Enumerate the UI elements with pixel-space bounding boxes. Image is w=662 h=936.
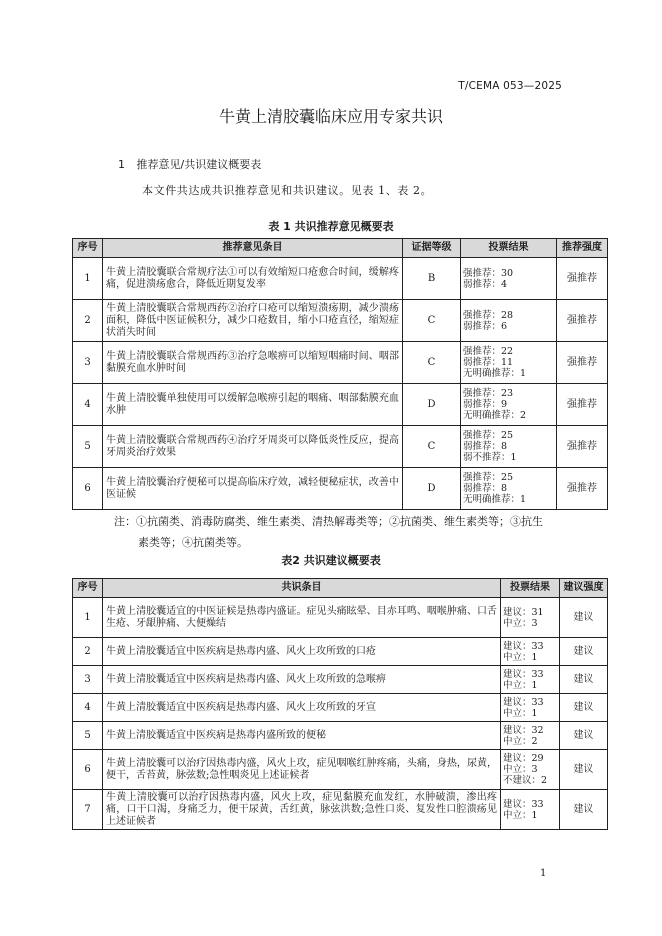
row-strength: 强推荐	[557, 468, 608, 510]
table2-caption: 表2 共识建议概要表	[281, 554, 381, 567]
row-item: 牛黄上清胶囊适宜中医疾病是热毒内盛、风火上攻所致的牙宣	[103, 694, 501, 722]
row-strength: 建议	[560, 694, 608, 722]
row-strength: 建议	[560, 638, 608, 666]
row-strength: 建议	[560, 750, 608, 790]
row-strength: 强推荐	[557, 426, 608, 468]
row-votes: 强推荐：25 弱推荐：8 弱不推荐：1	[461, 426, 557, 468]
table-row	[73, 258, 608, 300]
row-grade: D	[403, 384, 461, 426]
row-no: 2	[73, 638, 103, 666]
row-no: 5	[73, 722, 103, 750]
row-votes: 强推荐：30 弱推荐：4	[461, 258, 557, 300]
row-no: 4	[73, 694, 103, 722]
table-row	[73, 638, 608, 666]
row-votes: 强推荐：25 弱推荐：8 无明确推荐：1	[461, 468, 557, 510]
row-item: 牛黄上清胶囊单独使用可以缓解急喉痹引起的咽痛、咽部黏膜充血水肿	[103, 384, 403, 426]
row-strength: 强推荐	[557, 300, 608, 342]
row-grade: C	[403, 342, 461, 384]
header-votes: 投票结果	[461, 239, 557, 258]
header-strength: 推荐强度	[557, 239, 608, 258]
row-item: 牛黄上清胶囊联合常规西药④治疗牙周炎可以降低炎性反应，提高牙周炎治疗效果	[103, 426, 403, 468]
table-row	[73, 342, 608, 384]
row-votes: 建议：33 中立：1	[501, 694, 560, 722]
row-votes: 建议：33 中立：1	[501, 666, 560, 694]
row-no: 3	[73, 666, 103, 694]
note-line: 素类等；④抗菌类等。	[138, 536, 248, 549]
row-no: 3	[73, 342, 103, 384]
standard-code: T/CEMA 053—2025	[458, 80, 562, 92]
row-votes: 建议：32 中立：2	[501, 722, 560, 750]
row-votes: 建议：29 中立：3 不建议：2	[501, 750, 560, 790]
row-no: 7	[73, 790, 103, 830]
section-number: 1	[118, 158, 125, 171]
document-title: 牛黄上清胶囊临床应用专家共识	[218, 107, 443, 126]
row-no: 1	[73, 258, 103, 300]
row-item: 牛黄上清胶囊联合常规疗法①可以有效缩短口疮愈合时间，缓解疼痛，促进溃疡愈合，降低近期复发率	[103, 258, 403, 300]
row-no: 5	[73, 426, 103, 468]
header-votes: 投票结果	[501, 579, 560, 598]
recommendation-table	[72, 238, 608, 510]
table1-note	[114, 511, 584, 553]
row-strength: 建议	[560, 598, 608, 638]
row-strength: 建议	[560, 722, 608, 750]
row-no: 1	[73, 598, 103, 638]
table-row	[73, 722, 608, 750]
row-no: 6	[73, 750, 103, 790]
header-strength: 建议强度	[560, 579, 608, 598]
row-grade: B	[403, 258, 461, 300]
row-votes: 强推荐：28 弱推荐：6	[461, 300, 557, 342]
table-row	[73, 468, 608, 510]
row-votes: 建议：33 中立：1	[501, 638, 560, 666]
row-item: 牛黄上清胶囊可以治疗因热毒内盛，风火上攻，症见黏膜充血发红，水肿破溃，渗出疼痛，口干口渴，身痛乏力，便干尿黄，舌红黄，脉弦洪数;急性口炎、复发性口腔溃疡见上述证候者	[103, 790, 501, 830]
table-header-row	[73, 579, 608, 598]
row-item: 牛黄上清胶囊适宜中医疾病是热毒内盛所致的便秘	[103, 722, 501, 750]
header-item: 推荐意见条目	[103, 239, 403, 258]
header-no: 序号	[73, 239, 103, 258]
row-strength: 建议	[560, 790, 608, 830]
section-heading	[118, 156, 261, 172]
table-header-row	[73, 239, 608, 258]
row-item: 牛黄上清胶囊联合常规西药③治疗急喉痹可以缩短咽痛时间、咽部黏膜充血水肿时间	[103, 342, 403, 384]
section-title: 推荐意见/共识建议概要表	[136, 158, 262, 171]
row-strength: 强推荐	[557, 342, 608, 384]
row-item: 牛黄上清胶囊联合常规西药②治疗口疮可以缩短溃疡期，减少溃疡面积，降低中医证候积分，减少口疮数目，缩小口疮直径，缩短症状消失时间	[103, 300, 403, 342]
table-row	[73, 694, 608, 722]
row-item: 牛黄上清胶囊适宜的中医证候是热毒内盛证。症见头痛眩晕、目赤耳鸣、咽喉肿痛、口舌生疮、牙龈肿痛、大便燥结	[103, 598, 501, 638]
table-row	[73, 426, 608, 468]
row-no: 4	[73, 384, 103, 426]
row-votes: 强推荐：23 弱推荐：9 无明确推荐：2	[461, 384, 557, 426]
intro-paragraph: 本文件共达成共识推荐意见和共识建议。见表 1、表 2。	[142, 184, 433, 197]
row-item: 牛黄上清胶囊适宜中医疾病是热毒内盛、风火上攻所致的急喉痹	[103, 666, 501, 694]
row-strength: 强推荐	[557, 258, 608, 300]
row-votes: 强推荐：22 弱推荐：11 无明确推荐：1	[461, 342, 557, 384]
row-item: 牛黄上清胶囊可以治疗因热毒内盛，风火上攻，症见咽喉红肿疼痛，头痛，身热，尿黄，便干，舌苔黄，脉弦数;急性咽炎见上述证候者	[103, 750, 501, 790]
table1-caption: 表 1 共识推荐意见概要表	[268, 220, 394, 233]
header-grade: 证据等级	[403, 239, 461, 258]
table-row	[73, 750, 608, 790]
page-number: 1	[540, 868, 547, 879]
header-item: 共识条目	[103, 579, 501, 598]
table-row	[73, 598, 608, 638]
row-no: 2	[73, 300, 103, 342]
row-grade: C	[403, 426, 461, 468]
table-row	[73, 790, 608, 830]
row-item: 牛黄上清胶囊治疗便秘可以提高临床疗效，减轻便秘症状，改善中医证候	[103, 468, 403, 510]
row-item: 牛黄上清胶囊适宜中医疾病是热毒内盛、风火上攻所致的口疮	[103, 638, 501, 666]
row-strength: 建议	[560, 666, 608, 694]
row-votes: 建议：33 中立：1	[501, 790, 560, 830]
header-no: 序号	[73, 579, 103, 598]
table-row	[73, 384, 608, 426]
table-row	[73, 666, 608, 694]
table-row	[73, 300, 608, 342]
row-grade: C	[403, 300, 461, 342]
row-no: 6	[73, 468, 103, 510]
row-strength: 强推荐	[557, 384, 608, 426]
note-line: 注：①抗菌类、消毒防腐类、维生素类、清热解毒类等；②抗菌类、维生素类等；③抗生	[114, 515, 543, 528]
row-grade: D	[403, 468, 461, 510]
row-votes: 建议：31 中立：3	[501, 598, 560, 638]
consensus-table	[72, 578, 608, 830]
